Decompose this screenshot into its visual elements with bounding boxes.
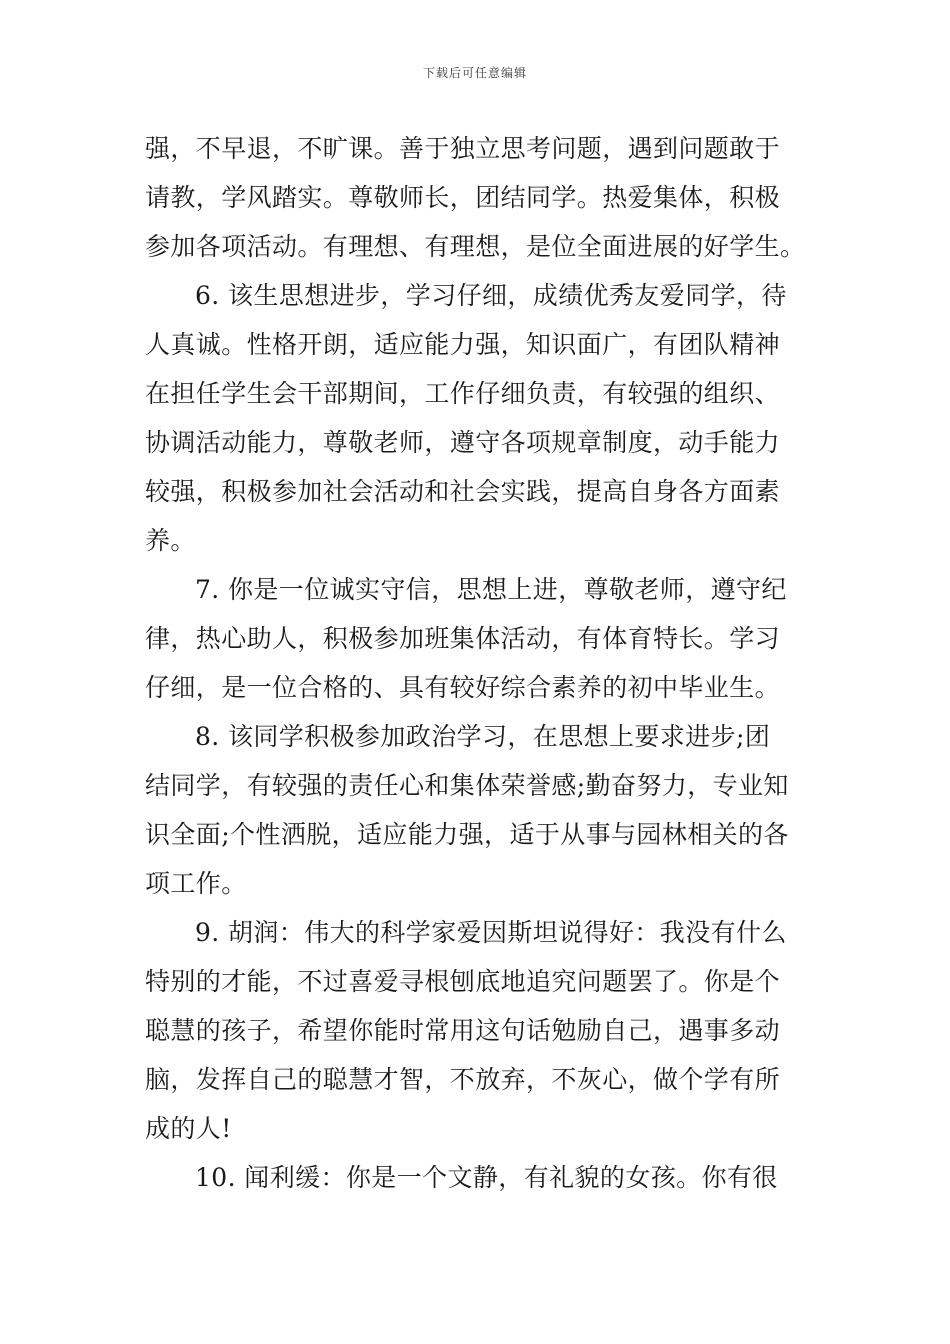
text-line: 9. 胡润：伟大的科学家爱因斯坦说得好：我没有什么 (195, 918, 787, 947)
text-line: 结同学，有较强的责任心和集体荣誉感;勤奋努力，专业知 (145, 771, 789, 800)
text-line: 特别的才能，不过喜爱寻根刨底地追究问题罢了。你是个 (145, 967, 781, 996)
text-line: 较强，积极参加社会活动和社会实践，提高自身各方面素 (145, 477, 781, 506)
text-line: 在担任学生会干部期间，工作仔细负责，有较强的组织、 (145, 379, 781, 408)
text-line: 养。 (145, 526, 196, 555)
text-line: 8. 该同学积极参加政治学习，在思想上要求进步;团 (195, 722, 771, 751)
text-line: 识全面;个性洒脱，适应能力强，适于从事与园林相关的各 (145, 820, 789, 849)
text-line: 参加各项活动。有理想、有理想，是位全面进展的好学生。 (145, 232, 806, 261)
text-line: 人真诚。性格开朗，适应能力强，知识面广，有团队精神 (145, 330, 781, 359)
text-line: 协调活动能力，尊敬老师，遵守各项规章制度，动手能力 (145, 428, 781, 457)
text-line: 仔细，是一位合格的、具有较好综合素养的初中毕业生。 (145, 673, 781, 702)
text-line: 聪慧的孩子，希望你能时常用这句话勉励自己，遇事多动 (145, 1016, 781, 1045)
text-line: 律，热心助人，积极参加班集体活动，有体育特长。学习 (145, 624, 781, 653)
text-line: 脑，发挥自己的聪慧才智，不放弃，不灰心，做个学有所 (145, 1065, 781, 1094)
page-header: 下载后可任意编辑 (422, 66, 527, 80)
text-line: 强，不早退，不旷课。善于独立思考问题，遇到问题敢于 (145, 134, 781, 163)
text-line: 10. 闻利缓：你是一个文静，有礼貌的女孩。你有很 (195, 1163, 778, 1192)
text-line: 成的人! (145, 1114, 232, 1143)
text-line: 7. 你是一位诚实守信，思想上进，尊敬老师，遵守纪 (195, 575, 787, 604)
text-line: 请教，学风踏实。尊敬师长，团结同学。热爱集体，积极 (145, 183, 781, 212)
text-line: 6. 该生思想进步，学习仔细，成绩优秀友爱同学，待 (195, 281, 787, 310)
document-body (145, 124, 810, 1202)
text-line: 项工作。 (145, 869, 247, 898)
